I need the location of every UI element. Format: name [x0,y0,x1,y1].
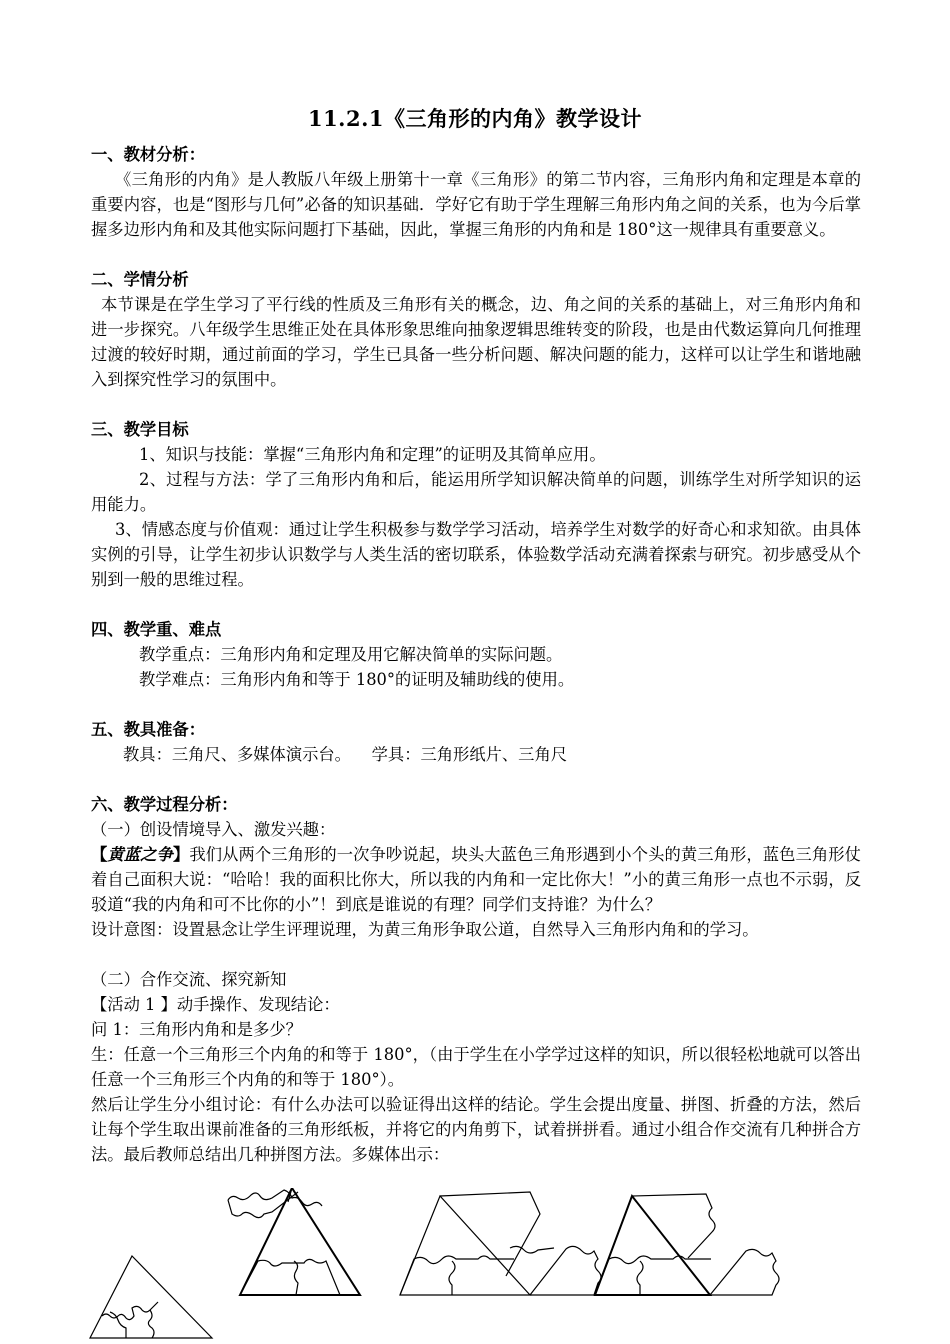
figure-torn-triangle [90,1256,212,1338]
answer1: 生：任意一个三角形三个内角的和等于 180°，（由于学生在小学学过这样的知识，所以很轻松地就可以答出任意一个三角形三个内角的和等于 180°）。 [91,1045,861,1089]
section-heading-key-points: 四、教学重、难点 [91,620,222,639]
question1: 问 1：三角形内角和是多少？ [91,1020,302,1039]
story-text: 我们从两个三角形的一次争吵说起，块头大蓝色三角形遇到小个头的黄三角形，蓝色三角形仗着自己面积大说：“哈哈！我的面积比你大，所以我的内角和一定比你大！”小的黄三角形一点也不示弱，反驳道“我的内角和可不比你的小”！到底是谁说的有理？同学们支持谁？为什么？ [91,845,861,914]
figure-jigsaw-arrangement-2 [400,1192,601,1295]
section-heading-process: 六、教学过程分析： [91,795,238,814]
triangle-puzzle-figures [80,1188,800,1338]
section-heading-textbook-analysis: 一、教材分析： [91,145,205,164]
section-heading-student-analysis: 二、学情分析 [91,270,189,289]
goal-item-knowledge: 1、知识与技能：掌握“三角形内角和定理”的证明及其简单应用。 [139,445,606,464]
story-bracket-open: 【 [91,845,108,864]
goal-item-process: 2、过程与方法：学了三角形内角和后，能运用所学知识解决简单的问题，训练学生对所学知识的运用能力。 [91,470,861,514]
tools-text: 教具：三角尺、多媒体演示台。 学具：三角形纸片、三角尺 [123,745,568,764]
part2-title: （二）合作交流、探究新知 [91,970,287,989]
part1-title: （一）创设情境导入、激发兴趣： [91,820,336,839]
key-point-text: 教学重点：三角形内角和定理及用它解决简单的实际问题。 [139,645,563,664]
goal-item-attitude: 3、情感态度与价值观：通过让学生积极参与数学学习活动，培养学生对数学的好奇心和求知欲。由具体实例的引导，让学生初步认识数学与人类生活的密切联系，体验数学活动充满着探索与研究。初步感受从个别到一般的思维过程。 [91,520,861,589]
story-bracket-close: 】 [172,845,190,864]
paragraph-student-analysis: 本节课是在学生学习了平行线的性质及三角形有关的概念，边、角之间的关系的基础上，对三角形内角和进一步探究。八年级学生思维正处在具体形象思维向抽象逻辑思维转变的阶段，也是由代数运算向几何推理过渡的较好时期，通过前面的学习，学生已具备一些分析问题、解决问题的能力，这样可以让学生和谐地融入到探究性学习的氛围中。 [91,295,861,389]
document-body [91,142,861,1167]
activity1-title: 【活动 1 】动手操作、发现结论： [91,995,340,1014]
design-intent: 设计意图：设置悬念让学生评理说理，为黄三角形争取公道，自然导入三角形内角和的学习。 [91,920,759,939]
story-tag: 黄蓝之争 [107,845,173,864]
difficulty-text: 教学难点：三角形内角和等于 180°的证明及辅助线的使用。 [139,670,575,689]
discussion-paragraph: 然后让学生分小组讨论：有什么办法可以验证得出这样的结论。学生会提出度量、拼图、折叠的方法，然后让每个学生取出课前准备的三角形纸板，并将它的内角剪下，试着拼拼看。通过小组合作交流有几种拼合方法。最后教师总结出几种拼图方法。多媒体出示： [91,1095,861,1164]
section-heading-teaching-goals: 三、教学目标 [91,420,189,439]
story-paragraph [91,842,861,917]
figure-jigsaw-arrangement-1 [228,1188,360,1295]
figure-jigsaw-arrangement-3 [595,1194,779,1295]
section-heading-tools: 五、教具准备： [91,720,205,739]
document-title: 11.2.1《三角形的内角》教学设计 [307,106,643,131]
paragraph-textbook-analysis: 《三角形的内角》是人教版八年级上册第十一章《三角形》的第二节内容，三角形内角和定理是本章的重要内容，也是“图形与几何”必备的知识基础．学好它有助于学生理解三角形内角之间的关系，也为今后掌握多边形内角和及其他实际问题打下基础，因此，掌握三角形的内角和是 180°这一规律具有重要意义。 [91,170,861,239]
